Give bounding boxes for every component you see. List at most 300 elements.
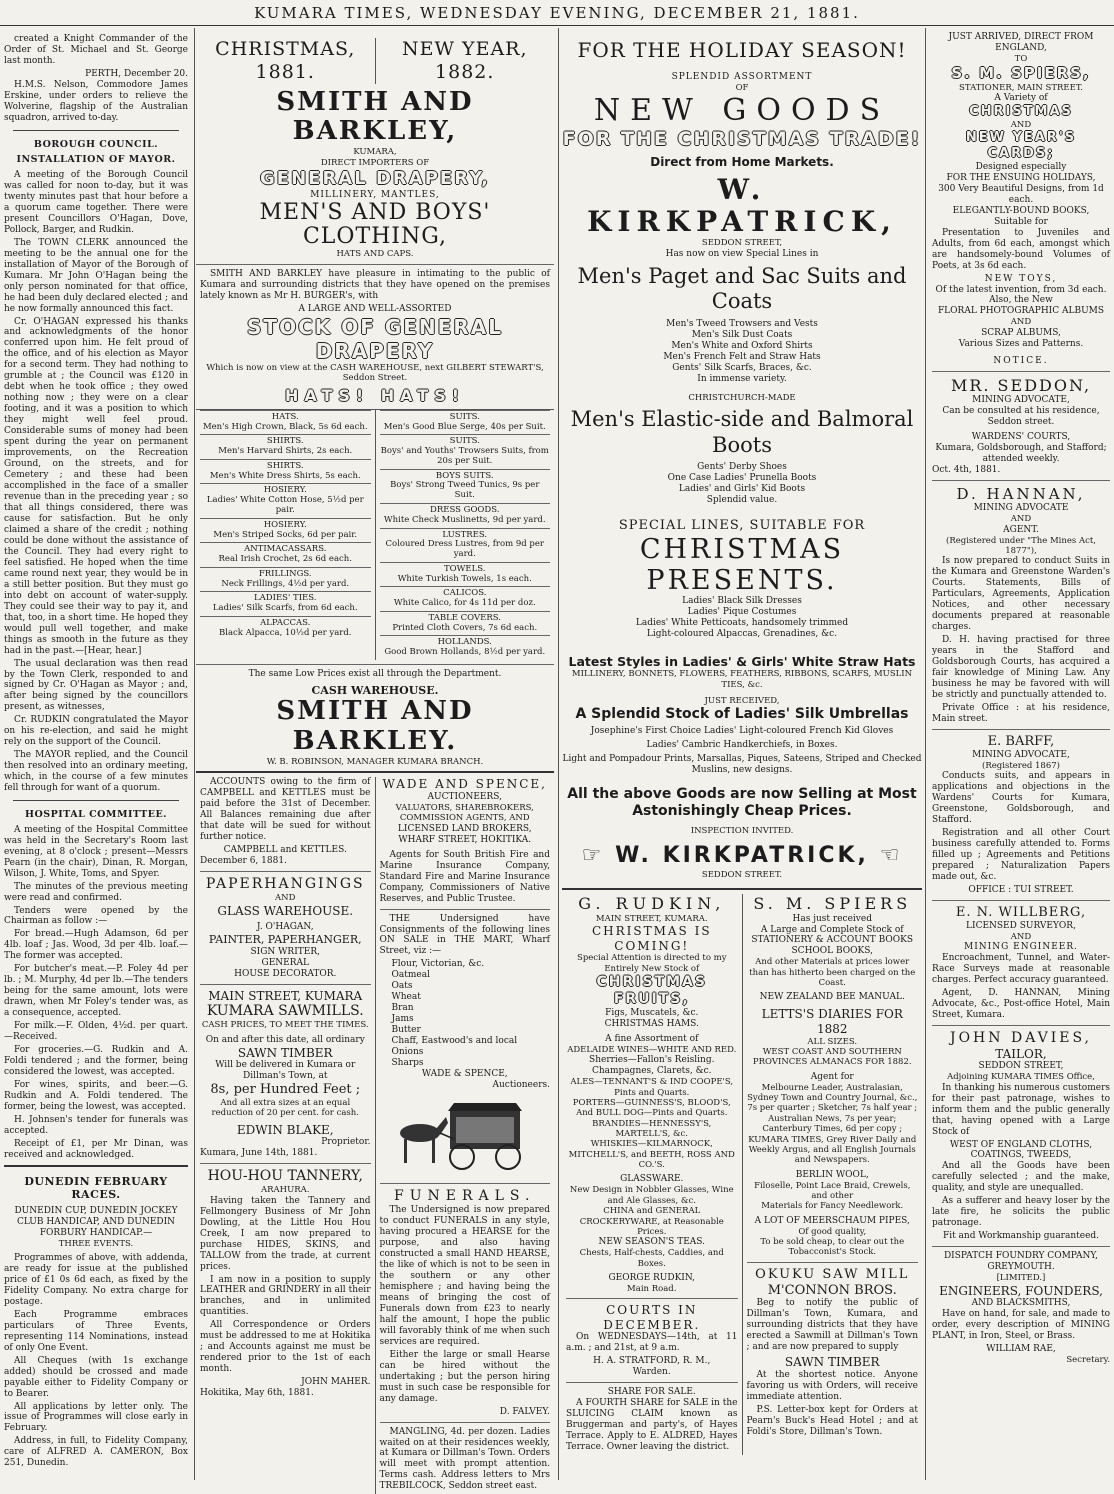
ad-paragraph: Beg to notify the public of Dillman's Town, Kumara, and surrounding districts that they have erected a Sawmill at Dillman's Town ; and are now prepared to supply <box>746 1298 918 1353</box>
ad-line: A Variety of <box>994 92 1048 103</box>
lower-ads <box>196 777 554 1494</box>
column-rule <box>194 28 195 1480</box>
ad-line: Materials for Fancy Needlework. <box>761 1201 904 1212</box>
ad-heading: JOHN DAVIES, <box>949 1029 1093 1046</box>
ad-paragraph: I am now in a position to supply LEATHER and GRINDERY in all their branches, and in unlimited quantities. <box>200 1274 371 1318</box>
ad-paragraph: All applications by letter only. The issue of Programmes will close early in February. <box>4 1401 188 1434</box>
ad-paragraph: THE Undersigned have Consignments of the following lines ON SALE in THE MART, Wharf Street, viz :— <box>379 913 550 957</box>
ad-line: MINING ADVOCATE <box>973 503 1069 514</box>
ad-paragraph: ACCOUNTS owing to the firm of CAMPBELL and KETTLES must be paid before the 31st of December. All Balances remaining due after that date will be sued for without further notice. <box>200 777 371 843</box>
ad-line: WHISKIES—KILMARNOCK, MITCHELL'S, and BEETH, ROSS AND CO.'S. <box>568 1139 735 1171</box>
ad-heading: CHRISTMAS PRESENTS. <box>639 534 845 597</box>
ad-line: Figs, Muscatels, &c. <box>605 1008 699 1019</box>
item-list <box>562 319 922 385</box>
article-subheading: INSTALLATION OF MAYOR. <box>16 154 176 166</box>
ad-paragraph: P.S. Letter-box kept for Orders at Pearn's Buck's Head Hotel ; and at Foldi's Store, Dillman's Town. <box>746 1404 918 1437</box>
price-item-title: LADIES' TIES. <box>254 593 317 604</box>
news-paragraph: A meeting of the Borough Council was called for noon to-day, but it was twenty minutes past that hour before a a quorum came together. There were present Councillors O'Hagan, Dove, Pollock, Barger, and Rudkin. <box>4 169 188 235</box>
ad-heading: SHARE FOR SALE. <box>607 1387 696 1398</box>
ad-line: ADELAIDE WINES—WHITE AND RED. <box>567 1044 737 1055</box>
ad-heading: MR. SEDDON, <box>950 375 1092 395</box>
ad-line: Sherries—Fallon's Reisling. <box>589 1055 715 1066</box>
price-item-title: HOLLANDS. <box>437 637 492 648</box>
ad-heading: MAIN STREET, KUMARA <box>208 988 363 1003</box>
price-item-title: FRILLINGS. <box>258 568 312 579</box>
ad-heading: S. M. SPIERS, <box>951 64 1091 83</box>
ad-line: Josephine's First Choice Ladies' Light-coloured French Kid Gloves <box>590 726 894 737</box>
firm-name: SMITH AND BARKLEY. <box>276 696 474 757</box>
price-item-description: White Check Muslinetts, 9d per yard. <box>383 514 546 525</box>
ad-line: AND <box>1010 119 1032 130</box>
ad-paragraph: Agent, D. HANNAN, Mining Advocate, &c., Post-office Hotel, Main Street, Kumara. <box>932 987 1110 1020</box>
ad-line: Light and Pompadour Prints, Marsallas, Piques, Sateens, Striped and Checked Muslins, new designs. <box>562 754 922 776</box>
divider <box>13 130 179 131</box>
ad-paragraph: On WEDNESDAYS—14th, at 11 a.m. ; and 21st, at 9 a.m. <box>566 1332 738 1354</box>
ad-line: GLASSWARE. <box>620 1174 684 1185</box>
price-item-description: Black Alpacca, 10½d per yard. <box>218 627 352 638</box>
ad-heading: Latest Styles in Ladies' & Girls' White Straw Hats <box>568 654 916 670</box>
ad-line: PORTERS—GUINNESS'S, BLOOD'S, And BULL DOG—Pints and Quarts. <box>572 1097 731 1119</box>
ad-line: OFFICE : TUI STREET. <box>968 884 1074 895</box>
ad-line: AND <box>1010 931 1032 942</box>
ad-heading: E. N. WILLBERG, <box>955 904 1087 920</box>
price-item-description: White Turkish Towels, 1s each. <box>397 573 532 584</box>
ad-heading: WADE AND SPENCE, <box>382 777 547 792</box>
price-item-title: ALPACCAS. <box>260 617 311 628</box>
ad-line: Of good quality, <box>798 1226 867 1237</box>
news-paragraph: H. Johnsen's tender for funerals was accepted. <box>4 1114 188 1136</box>
list-item: Gents' Silk Scarfs, Braces, &c. <box>672 362 812 373</box>
price-list-item <box>200 518 371 543</box>
news-paragraph: Tenders were opened by the Chairman as follow :— <box>4 905 188 927</box>
price-item-title: DRESS GOODS. <box>430 504 500 515</box>
ad-line: Adjoining KUMARA TIMES Office, <box>947 1072 1095 1083</box>
ad-line: CHINA and GENERAL CROCKERYWARE, at Reasonable Prices. <box>579 1206 724 1237</box>
ad-heading: NOTICE. <box>993 355 1049 366</box>
list-item: Ladies' Pique Costumes <box>687 607 797 618</box>
ad-heading: D. HANNAN, <box>956 484 1086 503</box>
ad-paragraph: All Cheques (with 1s exchange added) should be crossed and made payable either to Fidelity Company or to Bearer. <box>4 1355 188 1399</box>
ad-line: LICENSED SURVEYOR, <box>966 920 1076 931</box>
price-item-title: TOWELS. <box>444 563 486 574</box>
price-item-description: Men's High Crown, Black, 5s 6d each. <box>202 421 368 432</box>
kirkpatrick-name: W. KIRKPATRICK, <box>587 173 897 239</box>
ad-signature: H. A. STRATFORD, R. M., <box>593 1356 711 1367</box>
holiday-heading: FOR THE HOLIDAY SEASON! <box>577 38 907 62</box>
ad-line: SPLENDID ASSORTMENT <box>671 72 813 83</box>
ad-line: CHRISTCHURCH-MADE <box>688 392 796 403</box>
ad-paragraph: Address, in full, to Fidelity Company, care of ALFRED A. CAMERON, Box 251, Dunedin. <box>4 1436 188 1469</box>
ad-line: To be sold cheap, to clear out the Tobacconist's Stock. <box>760 1237 905 1258</box>
ad-paragraph: SMITH AND BARKLEY have pleasure in intimating to the public of Kumara and surrounding districts that they have opened on the premises lately known as Mr H. BURGER's, with <box>200 268 550 301</box>
price-item-title: SUITS. <box>449 436 480 447</box>
ad-heading: S. M. SPIERS <box>753 894 912 914</box>
divider <box>747 1262 919 1263</box>
ad-signature: EDWIN BLAKE, <box>236 1122 334 1137</box>
ad-heading: PAPERHANGINGS <box>205 876 365 893</box>
news-paragraph: For groceries.—G. Rudkin and A. Foldi tendered ; and the former, being considered the lowest, was accepted. <box>4 1045 188 1078</box>
ad-heading: DUNEDIN FEBRUARY RACES. <box>24 1174 168 1202</box>
ad-line: ARAHURA. <box>261 1185 310 1196</box>
ad-heading: HOU-HOU TANNERY, <box>207 1168 363 1185</box>
price-list-item <box>380 611 551 636</box>
lower-ads <box>562 894 922 1455</box>
ad-paragraph: All Correspondence or Orders must be addressed to me at Hokitika ; and Accounts against me must be rendered prior to the 1st of each month. <box>200 1320 371 1375</box>
news-paragraph: For bread.—Hugh Adamson, 6d per 4lb. loaf ; Jas. Wood, 3d per 4lb. loaf.—The former was accepted. <box>4 929 188 962</box>
ad-heading: CHRISTMAS FRUITS, <box>596 973 707 1007</box>
price-item-description: Boys' and Youths' Trowsers Suits, from 20s per Suit. <box>380 446 549 466</box>
dateline: PERTH, December 20. <box>85 68 188 79</box>
ad-line: (Registered 1867) <box>982 760 1060 771</box>
price-item-description: Neck Frillings, 4½d per yard. <box>221 578 350 589</box>
ad-paragraph: D. H. having practised for three years in the Stafford and Goldsborough Courts, has acquired a fair knowledge of Mining Law. Any business he may be favored with will be strictly and punctually attended to. <box>932 635 1110 700</box>
news-paragraph: For wines, spirits, and beer.—G. Rudkin and A. Foldi tendered. The former, being the lowest, was accepted. <box>4 1080 188 1112</box>
ad-line: AND <box>1010 514 1032 525</box>
ad-line: VALUATORS, SHAREBROKERS, COMMISSION AGENTS, AND <box>395 803 534 824</box>
news-column <box>0 28 192 1480</box>
ad-line: STATIONERY & ACCOUNT BOOKS <box>751 935 914 946</box>
price-list-item <box>380 469 551 503</box>
ad-line: AND <box>1010 317 1032 328</box>
ad-line: SEDDON STREET, <box>978 1061 1064 1072</box>
ad-paragraph: The Undersigned is now prepared to conduct FUNERALS in any style, having procured a HEARSE for the purpose, and also having constructed a small HAND HEARSE, the like of which is not to be seen in the southern or any other hemisphere ; and having being the means of bringing the cost of Funerals down from £23 to nearly half the amount, I hope the public will favorably think of me when such services are required. <box>379 1205 550 1347</box>
list-item: One Case Ladies' Prunella Boots <box>667 473 817 484</box>
list-item: Oatmeal <box>391 970 430 981</box>
ad-paragraph: Agents for South British Fire and Marine Insurance Company, Standard Fire and Marine Insurance Company, Commissioners of Native Reserves, and Public Trustee. <box>379 849 550 904</box>
ad-heading: OKUKU SAW MILL <box>755 1266 910 1282</box>
news-paragraph: Cr. O'HAGAN expressed his thanks and acknowledgments of the honor conferred upon him. He felt proud of the office, and of his election as Mayor for a second term. They had nothing to grumble at ; the Council was £120 in debt when he took office ; they owed nothing now ; they were on a clear footing, and it was a position to which they might well feel proud. Considerable sums of money had been spent during the year on permanent improvements, on the Recreation Ground, on the streets, and for Cemetery ; and these had been accomplished in the face of a smaller revenue than in the preceding year ; so that all things considered, there was cause for satisfaction. But he only claimed a share of the credit ; nothing could be done without the assistance of the Council. They had every right to feel satisfied. He hoped when the time came round next year, they would be in a still better position. But they must go into debt on account of water-supply. They could see their way to pay it, and that, too, in a short time. He hoped they would pull well together, and make things as smooth in the future as they had in the past.—[Hear, hear.] <box>4 316 188 656</box>
news-paragraph: created a Knight Commander of the Order of St. Michael and St. George last month. <box>4 34 188 66</box>
list-item: Men's Tweed Trowsers and Vests <box>666 318 818 329</box>
price-list-item <box>200 542 371 567</box>
price-list-item <box>380 635 551 660</box>
firm-line: DIRECT IMPORTERS OF <box>320 157 430 168</box>
ad-signature: JOHN MAHER. <box>301 1377 371 1388</box>
list-item: Men's White and Oxford Shirts <box>671 340 813 351</box>
news-paragraph: The minutes of the previous meeting were read and confirmed. <box>4 881 188 903</box>
ad-line: AND <box>275 893 296 904</box>
ad-line: NEW ZEALAND BEE MANUAL. <box>759 992 905 1003</box>
season-header <box>196 38 554 84</box>
ad-line: TO <box>1014 53 1028 64</box>
christmas-heading <box>196 38 375 84</box>
item-list <box>562 596 922 640</box>
item-list <box>562 462 922 506</box>
ad-line: Auctioneers. <box>492 1080 550 1091</box>
ad-line: A fine Assortment of <box>605 1033 699 1044</box>
ad-line: Of the latest invention, from 3d each. <box>935 284 1107 295</box>
ad-signature: GEORGE RUDKIN, <box>608 1272 696 1283</box>
ad-line: MILLINERY, BONNETS, FLOWERS, FEATHERS, RIBBONS, SCARFS, MUSLIN TIES, &c. <box>571 669 913 690</box>
ad-line: Various Sizes and Patterns. <box>958 338 1084 349</box>
price-item-description: Coloured Dress Lustres, from 9d per yard. <box>385 539 544 560</box>
ad-paragraph: Presentation to Juveniles and Adults, from 6d each, amongst which are handsomely-bound Volumes of Poets, at 3s 6d each. <box>932 227 1110 271</box>
ad-line: SCRAP ALBUMS, <box>981 327 1061 338</box>
price-item-title: TABLE COVERS. <box>428 612 501 623</box>
ad-paragraph: As a sufferer and heavy loser by the late fire, he solicits the public patronage. <box>932 1196 1110 1229</box>
article-heading: BOROUGH COUNCIL. <box>33 138 159 150</box>
price-item-title: ANTIMACASSARS. <box>244 544 327 555</box>
divider <box>932 729 1110 730</box>
list-item: Splendid value. <box>706 495 778 506</box>
ad-line: STATIONER, MAIN STREET. <box>959 82 1083 93</box>
price-list-item <box>200 591 371 616</box>
kirkpatrick-label: W. KIRKPATRICK, <box>615 842 869 868</box>
news-paragraph: Cr. RUDKIN congratulated the Mayor on his re-election, and said he might rely on the support of the Council. <box>4 715 188 748</box>
new-year-year: 1882. <box>435 60 495 83</box>
price-item-title: SHIRTS. <box>266 436 304 447</box>
ad-line: Fit and Workmanship guaranteed. <box>942 1231 1100 1242</box>
masthead: KUMARA TIMES, WEDNESDAY EVENING, DECEMBER 21, 1881. <box>0 0 1114 26</box>
hats-banner: HATS! HATS! <box>284 386 466 406</box>
ad-heading: M'CONNON BROS. <box>767 1282 897 1298</box>
ad-line: [LIMITED.] <box>996 1273 1046 1284</box>
price-list-item <box>380 410 551 435</box>
ad-heading: GLASS WAREHOUSE. <box>217 903 354 918</box>
ad-line: Can be consulted at his residence, Seddon street. <box>942 406 1100 428</box>
ad-line: A LOT OF MEERSCHAUM PIPES, <box>754 1215 910 1226</box>
divider <box>932 480 1110 481</box>
ad-line: Melbourne Leader, Australasian, Sydney Town and Country Journal, &c., 7s per quarter ; Sketcher, 7s half year ; Australian News, 7s per year; Canterbury Times, 6d per copy ; KUMARA TIMES, Grey River Daily and Weekly Argus, and all English Journals and Newspapers. <box>747 1082 918 1166</box>
ad-line: Proprietor. <box>321 1137 371 1148</box>
ad-paragraph: Each Programme embraces particulars of Three Events, representing 114 Nominations, instead of only One Event. <box>4 1309 188 1353</box>
news-paragraph: Receipt of £1, per Mr Dinan, was received and acknowledged. <box>4 1138 188 1160</box>
ad-line: New Design in Nobbler Glasses, Wine and Ale Glasses, &c. <box>569 1185 734 1206</box>
price-item-title: BOYS SUITS. <box>435 470 494 481</box>
ad-line: MINING ADVOCATE, <box>972 749 1070 760</box>
ad-paragraph: Is now prepared to conduct Suits in the Kumara and Greenstone Warden's Courts. Statements, Bills of Particulars, Agreements, Application Notices, and other necessary documents prepared at reasonable charges. <box>932 556 1110 633</box>
ad-heading: ENGINEERS, FOUNDERS, <box>939 1283 1103 1298</box>
ad-subheading: DUNEDIN CUP, DUNEDIN JOCKEY CLUB HANDICAP, AND DUNEDIN FORBURY HANDICAP.— <box>14 1205 178 1238</box>
ad-line: INSPECTION INVITED. <box>690 826 794 837</box>
price-item-title: HATS. <box>271 411 299 422</box>
ad-paragraph: Private Office : at his residence, Main street. <box>932 702 1110 724</box>
ad-line: Chests, Half-chests, Caddies, and Boxes. <box>579 1248 724 1269</box>
ad-line: SEDDON STREET, <box>701 238 783 249</box>
general-drapery-heading: GENERAL DRAPERY, <box>260 168 490 190</box>
price-list <box>196 409 554 660</box>
list-item: Sharps <box>391 1058 424 1069</box>
ad-line: CASH PRICES, TO MEET THE TIMES. <box>201 1020 369 1031</box>
price-item-description: Ladies' Silk Scarfs, from 6d each. <box>212 603 358 614</box>
price-list-item <box>200 434 371 459</box>
ad-heading: COURTS IN DECEMBER. <box>603 1303 701 1332</box>
kirkpatrick-name <box>562 843 922 870</box>
ad-line: Ladies' Cambric Handkerchiefs, in Boxes. <box>646 740 838 751</box>
ad-paragraph: MANGLING, 4d. per dozen. Ladies waited on at their residences weekly, at Kumara or Dillman's Town. Orders will meet with prompt attention. Terms cash. Address letters to Mrs TREBILCOCK, Seddon street east. <box>379 1426 550 1492</box>
ad-line: Main Road. <box>627 1283 677 1294</box>
price-item-title: HOSIERY. <box>263 519 307 530</box>
ad-paragraph: Conducts suits, and appears in applications and objections in the Wardens' Courts for Kumara, Greenstone, Goldsborough, and Stafford. <box>932 771 1110 825</box>
manager-line: W. B. ROBINSON, MANAGER KUMARA BRANCH. <box>266 757 484 768</box>
price-item-description: Boys' Strong Tweed Tunics, 9s per Suit. <box>390 480 540 501</box>
ad-date: Oct. 4th, 1881. <box>932 465 1001 476</box>
ad-line: Also, the New <box>989 295 1053 306</box>
list-item: Men's French Felt and Straw Hats <box>663 351 821 362</box>
ad-line: And other Materials at prices lower than has hitherto been charged on the Coast. <box>749 957 916 989</box>
advert-column <box>928 28 1114 1480</box>
ad-heading: CHRISTMAS IS COMING! <box>591 923 712 953</box>
ad-line: TAILOR, <box>995 1046 1047 1061</box>
ad-line: Has now on view Special Lines in <box>665 248 819 259</box>
ad-signature: WADE & SPENCE, <box>421 1069 508 1080</box>
list-item: Butter <box>391 1025 421 1036</box>
ad-heading: A Splendid Stock of Ladies' Silk Umbrellas <box>575 706 909 723</box>
lower-ads-right <box>742 894 923 1455</box>
ad-heading: FUNERALS. <box>394 1188 536 1205</box>
ad-line: JUST RECEIVED, <box>704 696 780 706</box>
price-list-item <box>200 459 371 484</box>
price-item-description: Men's Harvard Shirts, 2s each. <box>218 446 353 457</box>
price-list-item <box>380 434 551 468</box>
divider <box>380 1422 551 1423</box>
divider <box>380 909 551 910</box>
ad-line: Will be delivered in Kumara or Dillman's Town, at <box>215 1060 356 1082</box>
ad-line: Secretary. <box>1066 1355 1110 1365</box>
christmas-year: 1881. <box>255 60 315 83</box>
list-item: Men's Silk Dust Coats <box>691 329 793 340</box>
ad-line: SPECIAL LINES, SUITABLE FOR <box>618 518 866 534</box>
ad-heading: KUMARA SAWMILLS. <box>206 1003 364 1020</box>
price-list-item <box>380 528 551 562</box>
hearse-icon <box>390 1097 540 1177</box>
ad-line: AGENT. <box>1003 524 1039 535</box>
goods-list <box>380 959 551 1069</box>
ad-line: PAINTER, PAPERHANGER, <box>208 933 362 947</box>
price-list-item <box>200 483 371 517</box>
clothing-heading: MEN'S AND BOYS' CLOTHING, <box>259 200 491 250</box>
news-paragraph: The usual declaration was then read by the Town Clerk, responded to and signed by Cr. O'Hagan as Mayor ; and, after being signed by the councillors present, as witnesses, <box>4 658 188 713</box>
ad-line: WHARF STREET, HOKITIKA. <box>398 834 532 845</box>
divider <box>566 1382 738 1383</box>
ad-line: NEW SEASON'S TEAS. <box>598 1237 705 1248</box>
ad-line: JUST ARRIVED, DIRECT FROM ENGLAND, <box>948 32 1094 53</box>
ad-line: Suitable for <box>994 216 1048 227</box>
divider <box>4 1165 188 1167</box>
ad-line: J. O'HAGAN, <box>256 922 314 933</box>
ad-heading: E. BARFF, <box>987 733 1055 749</box>
ad-line: NEW TOYS, <box>984 273 1058 284</box>
ad-paragraph: And all the Goods have been carefully selected ; and the make, quality, and style are unequalled. <box>932 1161 1110 1194</box>
list-item: Ladies' and Girls' Kid Boots <box>678 484 806 495</box>
news-paragraph: For milk.—F. Olden, 4½d. per quart.—Received. <box>4 1021 188 1043</box>
ad-paragraph: Either the large or small Hearse can be hired without the undertaking ; but the person hiring must in such case be responsible for any damage. <box>379 1349 550 1404</box>
ad-line: FLORAL PHOTOGRAPHIC ALBUMS <box>937 306 1105 317</box>
ad-line: MINING ADVOCATE, <box>972 395 1070 406</box>
ad-heading: SAWN TIMBER <box>784 1355 880 1370</box>
ad-date: Hokitika, May 6th, 1881. <box>200 1388 314 1399</box>
price-item-description: White Calico, for 4s 11d per doz. <box>393 598 536 609</box>
new-year-heading <box>375 38 555 84</box>
ad-heading: All the above Goods are now Selling at Most Astonishingly Cheap Prices. <box>567 786 917 820</box>
christmas-label: CHRISTMAS, <box>215 38 356 60</box>
ad-heading: Men's Paget and Sac Suits and Coats <box>577 263 907 314</box>
price-list-left <box>196 410 375 660</box>
ad-heading: Men's Elastic-side and Balmoral Boots <box>570 407 914 457</box>
ad-paragraph: Registration and all other Court business carefully attended to. Forms filled up ; Agreements and Petitions prepared ; Naturalization Papers made out, &c. <box>932 827 1110 882</box>
ad-line: COATINGS, TWEEDS, <box>970 1150 1072 1161</box>
ad-line: BERLIN WOOL, <box>795 1169 869 1180</box>
ad-paragraph: Encroachment, Tunnel, and Water-Race Surveys made at reasonable charges. Perfect accuracy guaranteed. <box>932 952 1110 985</box>
list-item: Onions <box>391 1047 424 1058</box>
firm-name: SMITH AND BARKLEY, <box>276 86 474 147</box>
ad-paragraph: At the shortest notice. Anyone favoring us with Orders, will receive immediate attention. <box>746 1369 918 1402</box>
ad-line: CHRISTMAS HAMS. <box>604 1018 699 1029</box>
pointing-hand-icon: ☞ <box>581 842 605 868</box>
lower-ads-left <box>562 894 742 1455</box>
list-item: Ladies' Black Silk Dresses <box>682 596 802 607</box>
list-item: Chaff, Eastwood's and local <box>391 1036 518 1047</box>
ad-line: ALL SIZES. <box>807 1036 858 1047</box>
price-item-description: Good Brown Hollands, 8½d per yard. <box>384 647 546 658</box>
ad-line: Special Attention is directed to my Entirely New Stock of <box>577 953 727 974</box>
price-item-description: Men's White Dress Shirts, 5s each. <box>209 470 361 481</box>
list-item: Gents' Derby Shoes <box>697 462 787 473</box>
divider <box>932 900 1110 901</box>
ad-heading: DISPATCH FOUNDRY COMPANY, GREYMOUTH. <box>943 1251 1099 1273</box>
price-list-item <box>200 410 371 435</box>
new-year-label: NEW YEAR, <box>401 38 528 60</box>
ad-line: BRANDIES—HENNESSY'S, MARTELL'S, &c. <box>592 1118 712 1140</box>
ad-heading: LETTS'S DIARIES FOR 1882 <box>761 1007 903 1037</box>
column-rule <box>558 28 559 1480</box>
price-item-description: Men's Striped Socks, 6d per pair. <box>213 529 358 540</box>
ad-line: MINING ENGINEER. <box>964 941 1078 952</box>
news-paragraph: A meeting of the Hospital Committee was held in the Secretary's Room last evening, at 8 o'clock ; present—Messrs Pearn (in the chair), Dinan, R. Morgan, Wilson, J. White, Toms, and Spyer. <box>4 824 188 879</box>
divider <box>380 1183 551 1184</box>
divider <box>200 984 371 985</box>
stock-heading: STOCK OF GENERAL DRAPERY <box>247 314 503 363</box>
divider <box>566 1298 738 1299</box>
ad-line: WARDENS' COURTS, <box>971 432 1071 443</box>
divider <box>932 371 1110 372</box>
ad-line: Kumara, Goldsborough, and Stafford; attended weekly. <box>935 443 1107 465</box>
ad-line: SIGN WRITER, <box>250 946 320 957</box>
price-item-description: Ladies' White Cotton Hose, 5½d per pair. <box>206 495 364 515</box>
list-item: Jams <box>391 1014 414 1025</box>
ad-line: 300 Very Beautiful Designs, from 1d each. <box>938 183 1104 205</box>
advert-column <box>196 28 554 1492</box>
price-list-item <box>200 567 371 592</box>
price-item-description: Men's Good Blue Serge, 40s per Suit. <box>383 421 546 432</box>
list-item: Wheat <box>391 992 421 1003</box>
ad-line: Champagnes, Clarets, &c. <box>591 1066 712 1077</box>
article-heading: HOSPITAL COMMITTEE. <box>24 809 167 821</box>
ad-paragraph: A FOURTH SHARE for SALE in the SLUICING CLAIM known as Bruggerman and party's, of Hayes Terrace. Apply to E. ALDRED, Hayes Terrace. Owner leaving the district. <box>566 1398 738 1453</box>
ad-date: December 6, 1881. <box>200 856 287 867</box>
ad-line: Filoselle, Point Lace Braid, Crewels, and other <box>754 1180 911 1201</box>
ad-line: AUCTIONEERS, <box>427 792 502 803</box>
price-item-title: SHIRTS. <box>266 460 304 471</box>
ad-line: A Large and Complete Stock of <box>760 924 904 935</box>
ad-paragraph: Having taken the Tannery and Fellmongery Business of Mr John Dowling, at the Little Hou Hou Creek, I am now prepared to purchase HIDES, SKINS, and TALLOW from the trade, at current prices. <box>200 1195 371 1272</box>
ad-signature: WILLIAM RAE, <box>986 1344 1056 1355</box>
firm-line: A LARGE AND WELL-ASSORTED <box>298 303 452 314</box>
hearse-illustration <box>390 1097 541 1177</box>
ad-line: (Registered under "The Mines Act, 1877"), <box>946 535 1096 556</box>
column-rule <box>925 28 926 1480</box>
firm-line: MILLINERY, MANTLES, <box>310 190 440 201</box>
firm-line: HATS AND CAPS. <box>336 249 414 260</box>
price-list-item <box>380 503 551 528</box>
price-list-item <box>380 586 551 611</box>
lower-ads-right <box>375 777 555 1494</box>
ad-line: Has just received <box>792 913 872 924</box>
firm-town: KUMARA, <box>353 147 397 158</box>
ad-price: 8s, per Hundred Feet ; <box>210 1082 361 1098</box>
ad-line: Designed especially <box>975 161 1067 172</box>
ad-line: AND BLACKSMITHS, <box>971 1298 1071 1309</box>
